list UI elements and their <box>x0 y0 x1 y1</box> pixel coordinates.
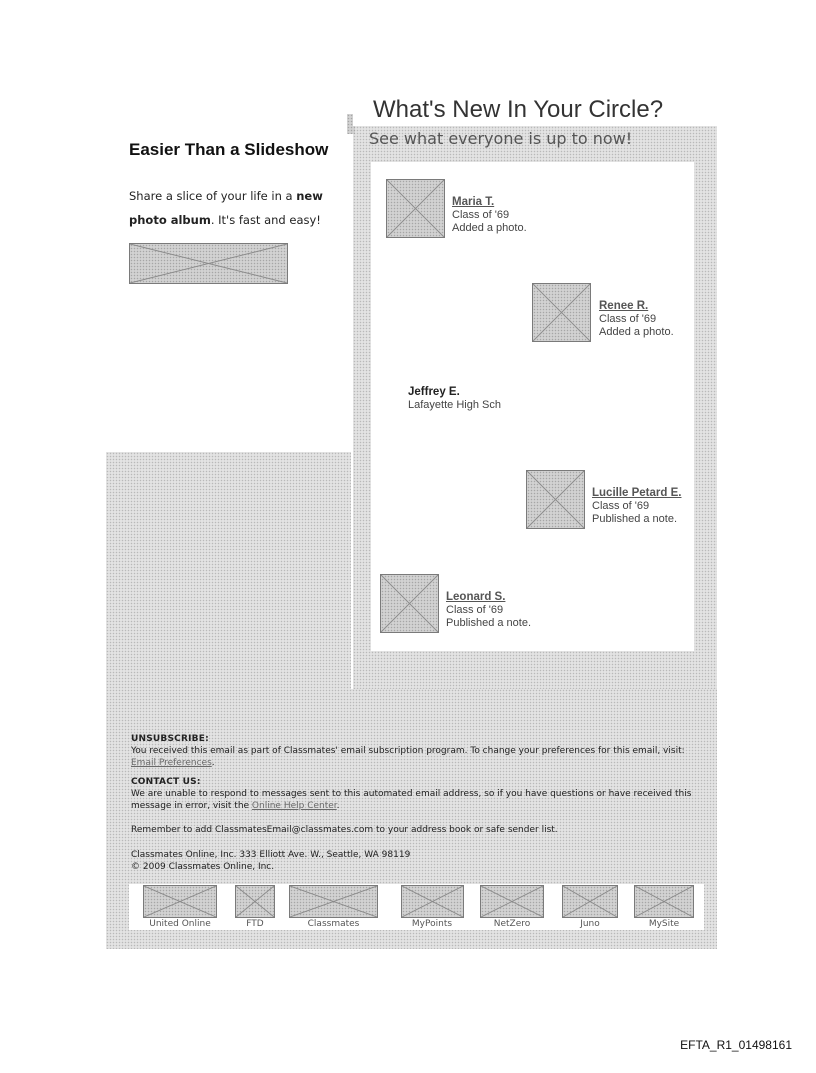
promo-text-end: . It's fast and easy! <box>210 213 321 227</box>
logo-label: Classmates <box>307 919 360 929</box>
member-class: Class of '69 <box>599 313 657 325</box>
member-name-link[interactable]: Lucille Petard E. <box>592 487 682 499</box>
logo-label: FTD <box>246 919 264 929</box>
member-class: Class of '69 <box>452 209 510 221</box>
promo-text-bold[interactable]: new photo album <box>129 189 323 227</box>
logo-classmates[interactable] <box>287 884 380 930</box>
logo-united-online[interactable] <box>129 884 231 930</box>
partner-logos <box>129 884 704 930</box>
logo-label: Juno <box>580 919 600 929</box>
avatar[interactable] <box>380 574 439 633</box>
promo-text-start: Share a slice of your life in a <box>129 189 297 203</box>
member-activity: Added a photo. <box>452 222 527 234</box>
member-activity: Added a photo. <box>599 326 674 338</box>
avatar[interactable] <box>386 179 445 238</box>
logo-juno[interactable] <box>560 884 620 930</box>
promo-text <box>129 184 344 232</box>
logo-label: NetZero <box>493 919 531 929</box>
logo-netzero[interactable] <box>478 884 546 930</box>
copyright: © 2009 Classmates Online, Inc. <box>131 862 275 872</box>
member-class: Class of '69 <box>446 604 504 616</box>
promo-panel <box>106 96 351 452</box>
unsubscribe-heading: UNSUBSCRIBE: <box>131 734 209 744</box>
logo-image <box>235 885 275 918</box>
member-activity: Published a note. <box>446 617 532 629</box>
circle-panel <box>353 96 717 689</box>
member-name: Jeffrey E. <box>408 386 460 398</box>
promo-title: Easier Than a Slideshow <box>129 140 329 159</box>
list-item <box>592 487 681 526</box>
logo-image <box>562 885 618 918</box>
avatar[interactable] <box>526 470 585 529</box>
list-item <box>452 196 527 235</box>
unsubscribe-text: You received this email as part of Classmates' email subscription program. To change your preferences for this email, visit: <box>131 746 685 756</box>
logo-image <box>634 885 694 918</box>
circle-subtitle: See what everyone is up to now! <box>369 129 633 148</box>
member-activity: Published a note. <box>592 513 678 525</box>
member-name-link[interactable]: Maria T. <box>452 196 495 208</box>
member-name-link[interactable]: Renee R. <box>599 300 649 312</box>
logo-label: MySite <box>648 919 680 929</box>
logo-mysite[interactable] <box>632 884 696 930</box>
logo-mypoints[interactable] <box>395 884 469 930</box>
logo-image <box>480 885 544 918</box>
member-class: Class of '69 <box>592 500 650 512</box>
logo-image <box>401 885 464 918</box>
logo-image <box>289 885 378 918</box>
unsubscribe-section: UNSUBSCRIBE: You received this email as part of Classmates' email subscription program. To change your preferences for this email, visit: Email Preferences. <box>131 734 685 768</box>
email-body <box>106 96 717 949</box>
album-button-image[interactable] <box>129 243 288 284</box>
logo-label: MyPoints <box>411 919 453 929</box>
help-center-link[interactable]: Online Help Center <box>251 801 337 811</box>
list-item <box>408 386 501 412</box>
logo-ftd[interactable] <box>233 884 277 930</box>
contact-section: CONTACT US: We are unable to respond to messages sent to this automated email address, so if you have questions or have received this message in error, visit the Online Help Center. <box>131 777 692 811</box>
contact-heading: CONTACT US: <box>131 777 201 787</box>
member-school: Lafayette High Sch <box>408 399 501 411</box>
safe-sender-reminder: Remember to add ClassmatesEmail@classmates.com to your address book or safe sender list. <box>131 825 558 835</box>
activity-feed <box>371 162 694 651</box>
contact-text: We are unable to respond to messages sent to this automated email address, so if you have questions or have received this message in error, visit the <box>131 789 692 811</box>
email-preferences-link[interactable]: Email Preferences <box>131 758 212 768</box>
logo-image <box>143 885 217 918</box>
promo-panel-filler <box>106 452 351 689</box>
list-item <box>599 300 674 339</box>
member-name-link[interactable]: Leonard S. <box>446 591 506 603</box>
company-address: Classmates Online, Inc. 333 Elliott Ave. W., Seattle, WA 98119 <box>131 850 411 860</box>
bates-number: EFTA_R1_01498161 <box>680 1038 792 1052</box>
circle-title: What's New In Your Circle? <box>373 96 664 123</box>
list-item <box>446 591 531 630</box>
avatar[interactable] <box>532 283 591 342</box>
email-footer <box>106 689 717 949</box>
logo-label: United Online <box>149 919 211 929</box>
